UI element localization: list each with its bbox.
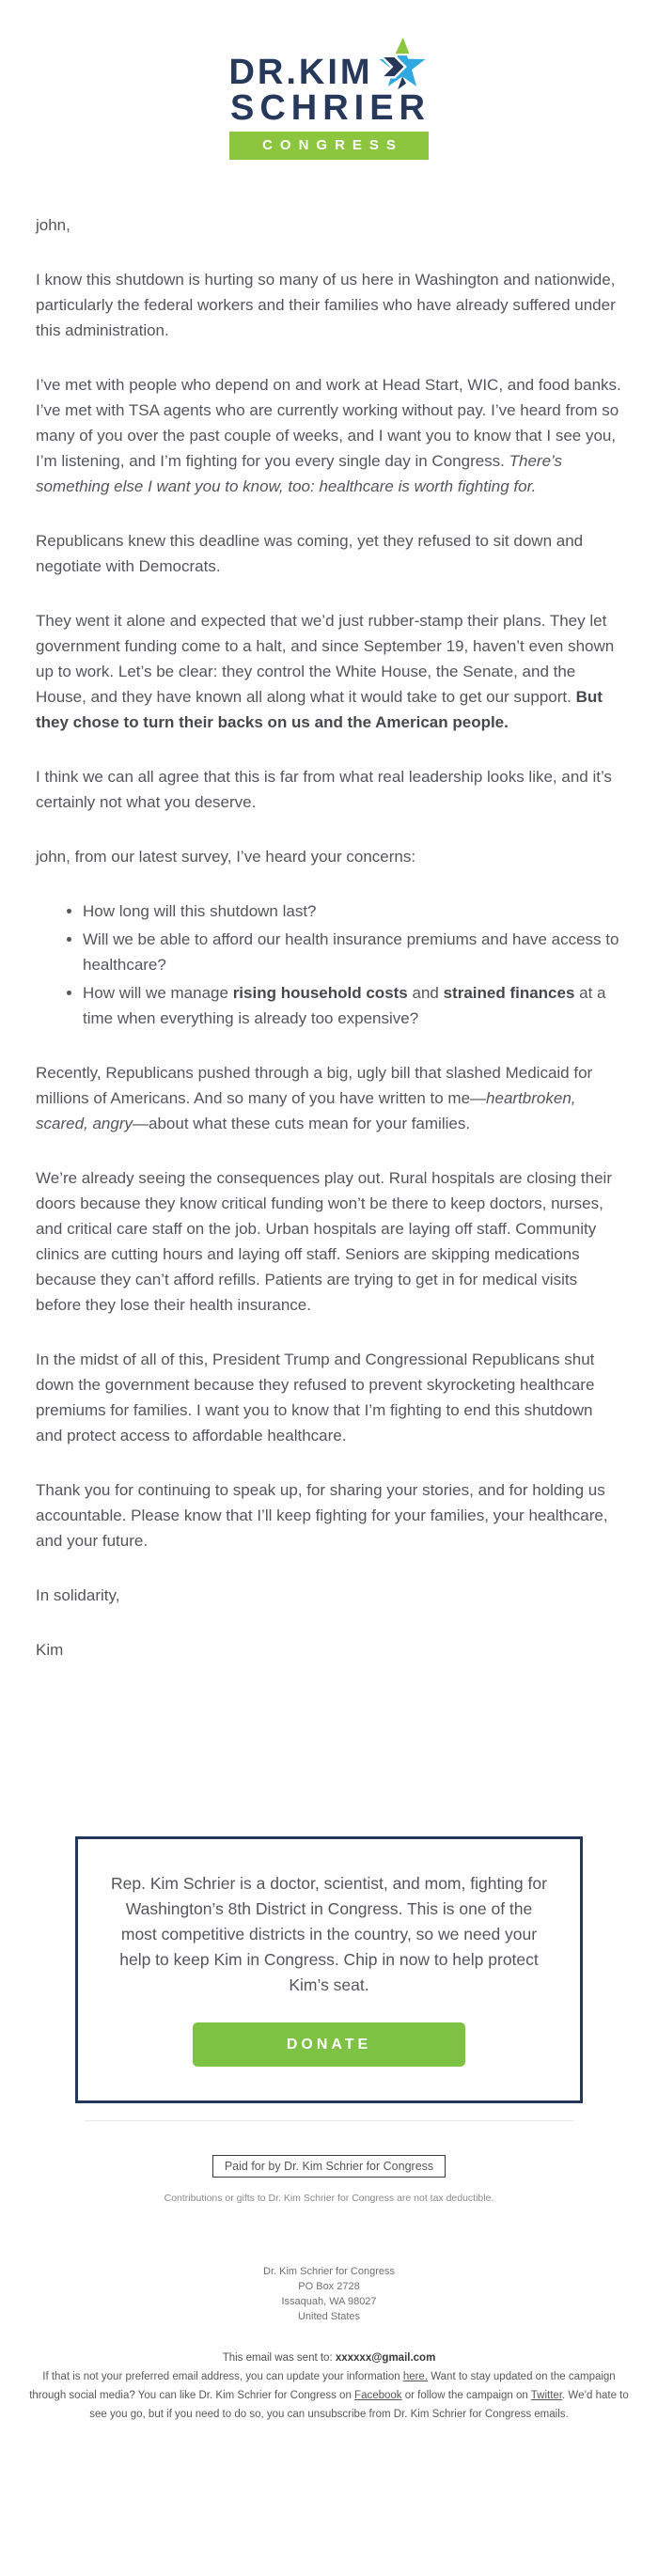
donate-button[interactable]: DONATE xyxy=(193,2022,465,2067)
text-segment: They went it alone and expected that we’d just rubber-stamp their plans. They let government funding come to a halt, and since September 19, haven’t even shown up to work. Let’s be clear: they control the White House, the Senate, and the House, and they have known all along what it would take to get our support. xyxy=(36,612,615,706)
star-logo-icon xyxy=(375,32,430,94)
text-segment: or follow the campaign on xyxy=(401,2390,531,2401)
text-segment: john, from our latest survey, I’ve heard your concerns: xyxy=(36,848,416,866)
paid-for-row xyxy=(0,2155,658,2178)
letter-paragraph xyxy=(36,267,622,343)
text-segment: How long will this shutdown last? xyxy=(83,902,317,920)
campaign-logo xyxy=(0,0,658,160)
text-segment: How will we manage xyxy=(83,984,233,1002)
sent-to-line xyxy=(0,2349,658,2367)
concerns-list xyxy=(36,898,622,1031)
text-segment: at a time when everything is already too expensive? xyxy=(83,984,606,1027)
list-item xyxy=(83,980,622,1031)
logo-top-row xyxy=(227,32,431,92)
donate-card xyxy=(75,1836,583,2103)
twitter-link[interactable]: Twitter xyxy=(530,2390,563,2401)
footer-divider xyxy=(85,2120,573,2121)
letter-salutation: john, xyxy=(36,216,70,234)
letter-paragraph xyxy=(36,528,622,579)
text-segment: I’ve met with people who depend on and work at Head Start, WIC, and food banks. I’ve met with TSA agents who are currently working without pay. I’ve heard from so many of you over the past couple of weeks, and I want you to know that I see you, I’m listening, and I’m fighting for you every single day in Congress. xyxy=(36,376,621,470)
text-segment: heartbroken, scared, angry xyxy=(36,1089,576,1132)
logo-schrier-text: SCHRIER xyxy=(229,88,431,128)
letter-paragraph xyxy=(36,1477,622,1553)
fine-print xyxy=(28,2367,630,2424)
tax-disclaimer: Contributions or gifts to Dr. Kim Schrier for Congress are not tax deductible. xyxy=(164,2193,494,2204)
text-segment: —about what these cuts mean for your families. xyxy=(133,1115,471,1132)
text-segment: . We’d hate to see you go, but if you need to do so, you can unsubscribe from Dr. Kim Schrier for Congress emails. xyxy=(89,2390,629,2420)
text-segment: I know this shutdown is hurting so many of us here in Washington and nationwide, particularly the federal workers and their families who have already suffered under this administration. xyxy=(36,271,616,339)
logo-block xyxy=(227,32,431,160)
facebook-link[interactable]: Facebook xyxy=(354,2390,402,2401)
address-line: PO Box 2728 xyxy=(298,2281,360,2292)
letter-paragraph xyxy=(36,1347,622,1448)
text-segment: Thank you for continuing to speak up, for sharing your stories, and for holding us accountable. Please know that I’ll keep fighting for your families, your healthcare, and your future. xyxy=(36,1481,608,1550)
list-item xyxy=(83,927,622,977)
letter-closing: In solidarity, xyxy=(36,1586,120,1604)
logo-congress-banner: CONGRESS xyxy=(229,132,429,160)
text-segment: Republicans knew this deadline was coming, yet they refused to sit down and negotiate with Democrats. xyxy=(36,532,584,575)
text-segment: If that is not your preferred email address, you can update your information xyxy=(42,2371,403,2382)
letter-paragraph xyxy=(36,372,622,499)
text-segment: rising household costs xyxy=(232,984,408,1002)
text-segment: and xyxy=(407,984,444,1002)
mailing-address xyxy=(0,2264,658,2324)
letter-body xyxy=(0,160,658,1663)
text-segment: There’s something else I want you to know, too: healthcare is worth fighting for. xyxy=(36,452,563,495)
text-segment: We’re already seeing the consequences play out. Rural hospitals are closing their doors because they know critical funding won’t be there to keep doctors, nurses, and critical care staff on the job. Urban hospitals are laying off staff. Community clinics are cutting hours and laying off staff. Seniors are skipping medications because they can’t afford refills. Patients are trying to get in for medical visits before they lose their health insurance. xyxy=(36,1169,612,1314)
letter-signature: Kim xyxy=(36,1641,64,1659)
sent-to-label: This email was sent to: xyxy=(222,2352,336,2364)
text-segment: I think we can all agree that this is far from what real leadership looks like, and it’s certainly not what you deserve. xyxy=(36,768,612,811)
address-line: United States xyxy=(297,2311,361,2322)
donate-section xyxy=(0,1836,658,2121)
text-segment: strained finances xyxy=(443,984,575,1002)
letter-paragraph xyxy=(36,764,622,815)
text-segment: Recently, Republicans pushed through a big, ugly bill that slashed Medicaid for millions of Americans. And so many of you have written to me— xyxy=(36,1064,593,1107)
letter-paragraph xyxy=(36,608,622,735)
address-line: Dr. Kim Schrier for Congress xyxy=(263,2266,395,2277)
letter-paragraph xyxy=(36,1060,622,1136)
list-item xyxy=(83,898,622,924)
address-line: Issaquah, WA 98027 xyxy=(281,2296,377,2307)
letter-paragraph xyxy=(36,844,622,869)
donate-card-text: Rep. Kim Schrier is a doctor, scientist, and mom, fighting for Washington’s 8th District in Congress. This is one of the most competitive districts in the country, so we need your help to keep Kim in Congress. Chip in now to help protect Kim’s seat. xyxy=(111,1874,547,1994)
letter-paragraph xyxy=(36,1165,622,1318)
update-info-link[interactable]: here. xyxy=(402,2371,429,2382)
text-segment: Will we be able to afford our health insurance premiums and have access to healthcare? xyxy=(83,930,619,974)
paid-for-disclaimer-box: Paid for by Dr. Kim Schrier for Congress xyxy=(212,2155,446,2178)
email-footer xyxy=(0,2155,658,2527)
text-segment: In the midst of all of this, President Trump and Congressional Republicans shut down the government because they refused to prevent skyrocketing healthcare premiums for families. I want you to know that I’m fighting to end this shutdown and protect access to affordable healthcare. xyxy=(36,1350,595,1444)
text-segment: But they chose to turn their backs on us and the American people. xyxy=(36,688,603,731)
text-segment: Want to stay updated on the campaign through social media? You can like Dr. Kim Schrier for Congress on xyxy=(29,2371,616,2401)
logo-drkim-text: DR.KIM xyxy=(228,52,373,92)
sent-to-email: xxxxxx@gmail.com xyxy=(335,2352,436,2364)
